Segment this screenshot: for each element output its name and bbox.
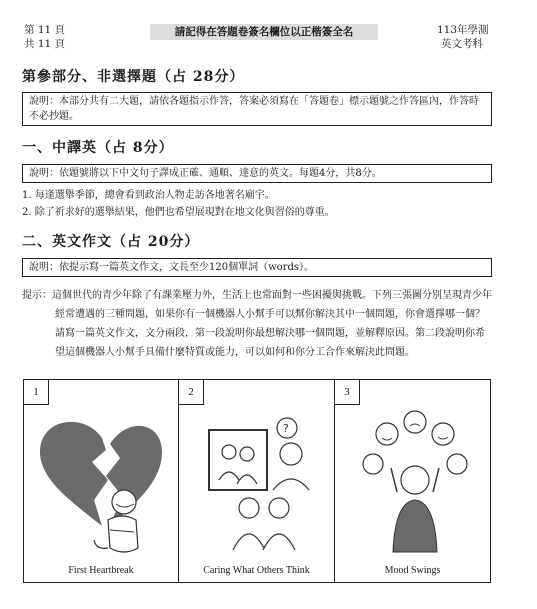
panel-number: 2 xyxy=(179,380,204,405)
panel-caption: Mood Swings xyxy=(384,565,441,576)
panel-number: 1 xyxy=(24,380,49,405)
essay-prompt xyxy=(22,286,494,362)
panel-caption: Caring What Others Think xyxy=(203,565,310,576)
section1-title: 一、中譯英（占 8分） xyxy=(22,140,174,156)
section1-note: 說明：依題號將以下中文句子譯成正確、通順、達意的英文。每題4分，共8分。 xyxy=(22,164,492,183)
signature-notice: 請記得在答題卷簽名欄位以正楷簽全名 xyxy=(150,24,378,40)
part3-title: 第參部分、非選擇題（占 28分） xyxy=(22,69,245,85)
panel-caption: First Heartbreak xyxy=(68,565,134,576)
mood-faces-icon xyxy=(335,380,490,582)
translation-item-2: 2. 除了祈求好的選舉結果，他們也希望展現對在地文化與習俗的尊重。 xyxy=(22,207,335,218)
panel-number: 3 xyxy=(335,380,360,405)
picture-panels xyxy=(23,379,491,583)
part3-note: 說明：本部分共有二大題，請依各題指示作答，答案必須寫在「答題卷」標示題號之作答區內，作答時不必抄題。 xyxy=(22,92,492,126)
panel-2 xyxy=(179,380,335,582)
panel-1 xyxy=(24,380,179,582)
panel-3 xyxy=(335,380,490,582)
essay-prompt-text: 提示：這個世代的青少年除了有課業壓力外，生活上也常面對一些困擾與挑戰。下列三張圖分別呈現青少年經常遭遇的三種問題，如果你有一個機器人小幫手可以幫你解決其中一個問題，你會選擇哪一個？請寫一篇英文作文，文分兩段，第一段說明你最想解決哪一個問題，並解釋原因。第二段說明你希望這個機器人小幫手具備什麼特質或能力，可以如何和你分工合作來解決此問題。 xyxy=(22,290,492,358)
svg-text:?: ? xyxy=(283,422,289,435)
translation-item-1: 1. 每逢選舉季節，總會看到政治人物走訪各地著名廟宇。 xyxy=(22,190,275,201)
mirror-people-icon xyxy=(179,380,335,582)
section2-title: 二、英文作文（占 20分） xyxy=(22,234,200,250)
subject: 英文考科 xyxy=(441,38,483,50)
total-pages: 共 11 頁 xyxy=(24,38,66,50)
exam-year: 113年學測 xyxy=(437,24,489,36)
section2-note: 說明：依提示寫一篇英文作文，文長至少120個單詞（words）。 xyxy=(22,258,492,277)
page-number: 第 11 頁 xyxy=(24,24,66,36)
broken-heart-icon xyxy=(24,380,179,582)
